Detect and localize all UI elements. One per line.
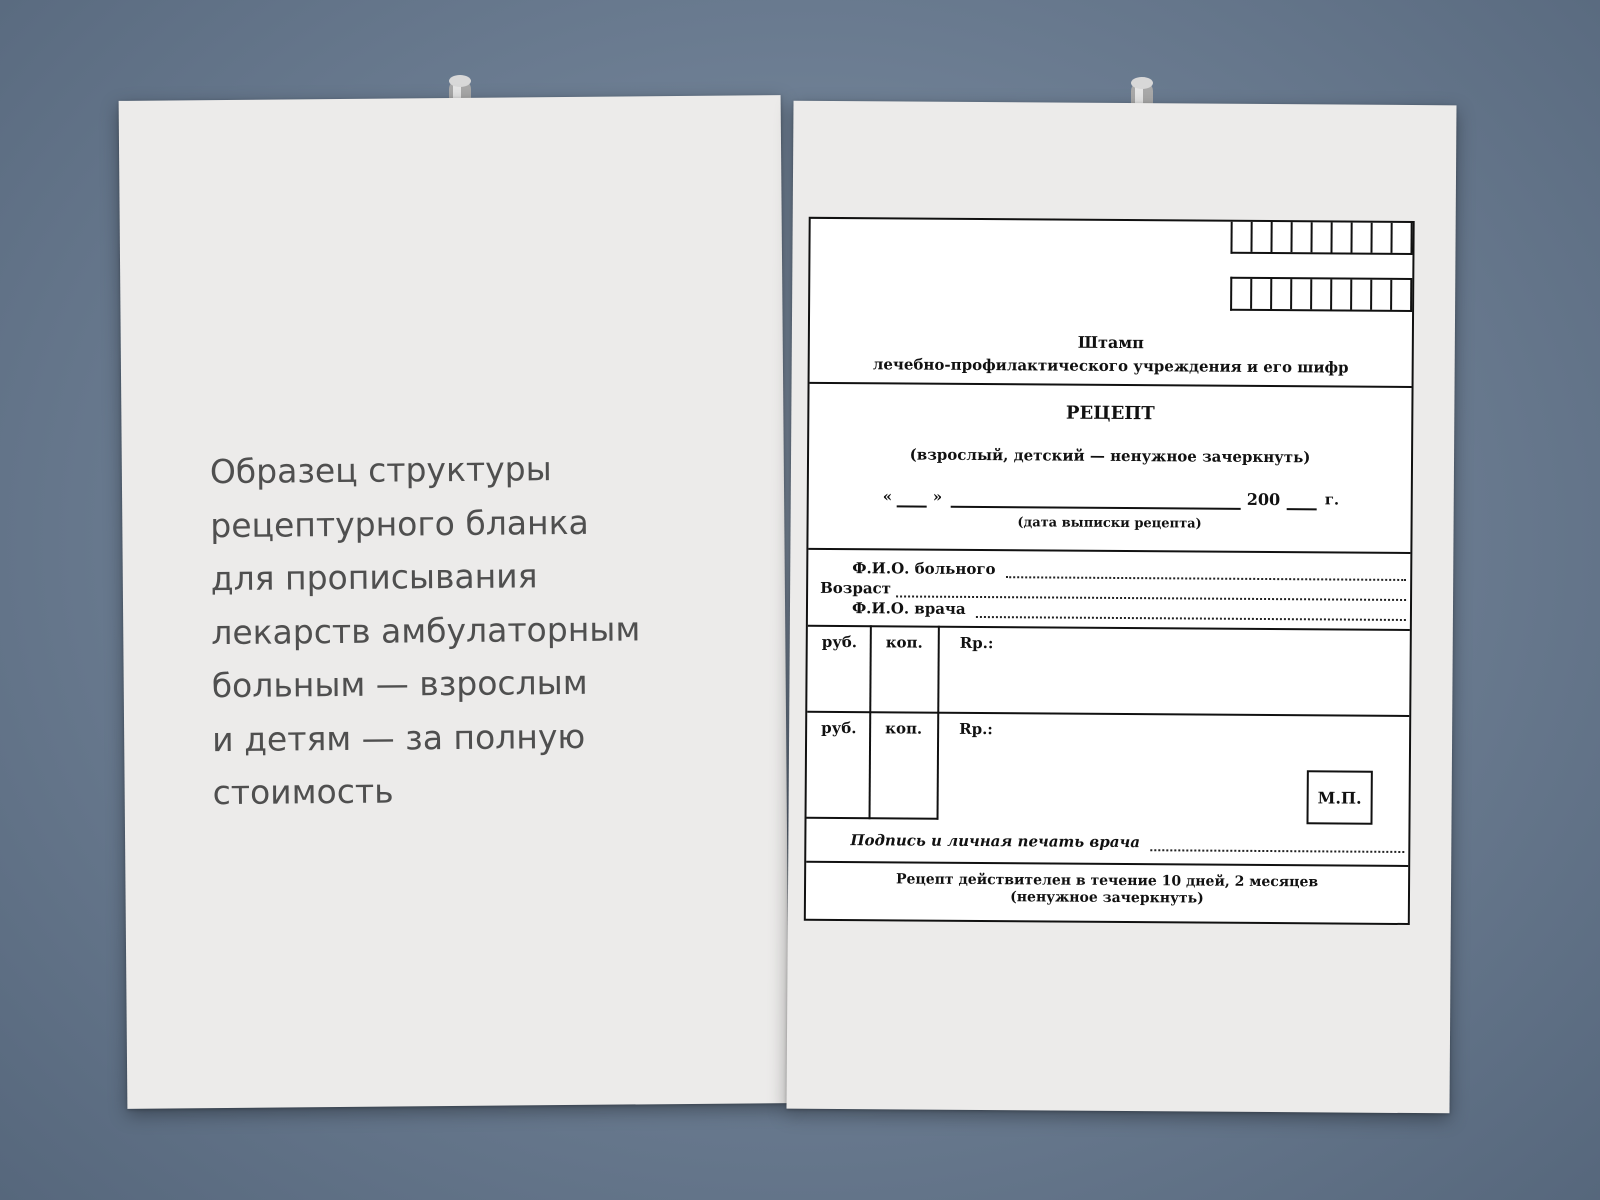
rub-label: руб.: [821, 632, 858, 652]
prescription-form: [804, 217, 1415, 925]
stamp-subtitle: лечебно-профилактического учреждения и его шифр: [872, 355, 1349, 377]
signature-label: Подпись и личная печать врача: [850, 831, 1141, 852]
stamp-place-box: [1306, 770, 1372, 824]
patient-name-label: Ф.И.О. больного: [852, 559, 996, 579]
validity-line-2: (ненужное зачеркнуть): [1010, 889, 1204, 907]
institution-code-boxes: [1230, 277, 1412, 312]
stamp-title: Штамп: [1077, 332, 1145, 353]
doctor-name-label: Ф.И.О. врача: [851, 599, 966, 618]
recipe-title: РЕЦЕПТ: [1065, 402, 1155, 425]
stamp-place-label: М.П.: [1317, 787, 1362, 808]
kop-label: коп.: [885, 719, 923, 738]
institution-code-boxes: [1230, 222, 1412, 255]
age-label: Возраст: [820, 578, 892, 598]
date-open-quote: «: [882, 487, 893, 506]
rp-label: Rp.:: [959, 719, 993, 739]
rub-label: руб.: [821, 718, 857, 738]
date-close-quote: »: [932, 487, 943, 506]
date-year-suffix: г.: [1324, 490, 1340, 509]
kop-label: коп.: [885, 633, 923, 652]
slide-caption: Образец структуры рецептурного бланка для прописывания лекарств амбулаторным больным — взрослым и детям — за полную стоимость: [209, 449, 641, 813]
recipe-type: (взрослый, детский — ненужное зачеркнуть): [909, 445, 1311, 467]
rp-label: Rp.:: [959, 633, 994, 653]
date-year: 200: [1246, 489, 1281, 510]
left-paper-sheet: [119, 95, 790, 1109]
right-paper-sheet: [786, 101, 1456, 1114]
validity-line-1: Рецепт действителен в течение 10 дней, 2 месяцев: [895, 871, 1319, 891]
date-caption: (дата выписки рецепта): [1017, 515, 1202, 532]
